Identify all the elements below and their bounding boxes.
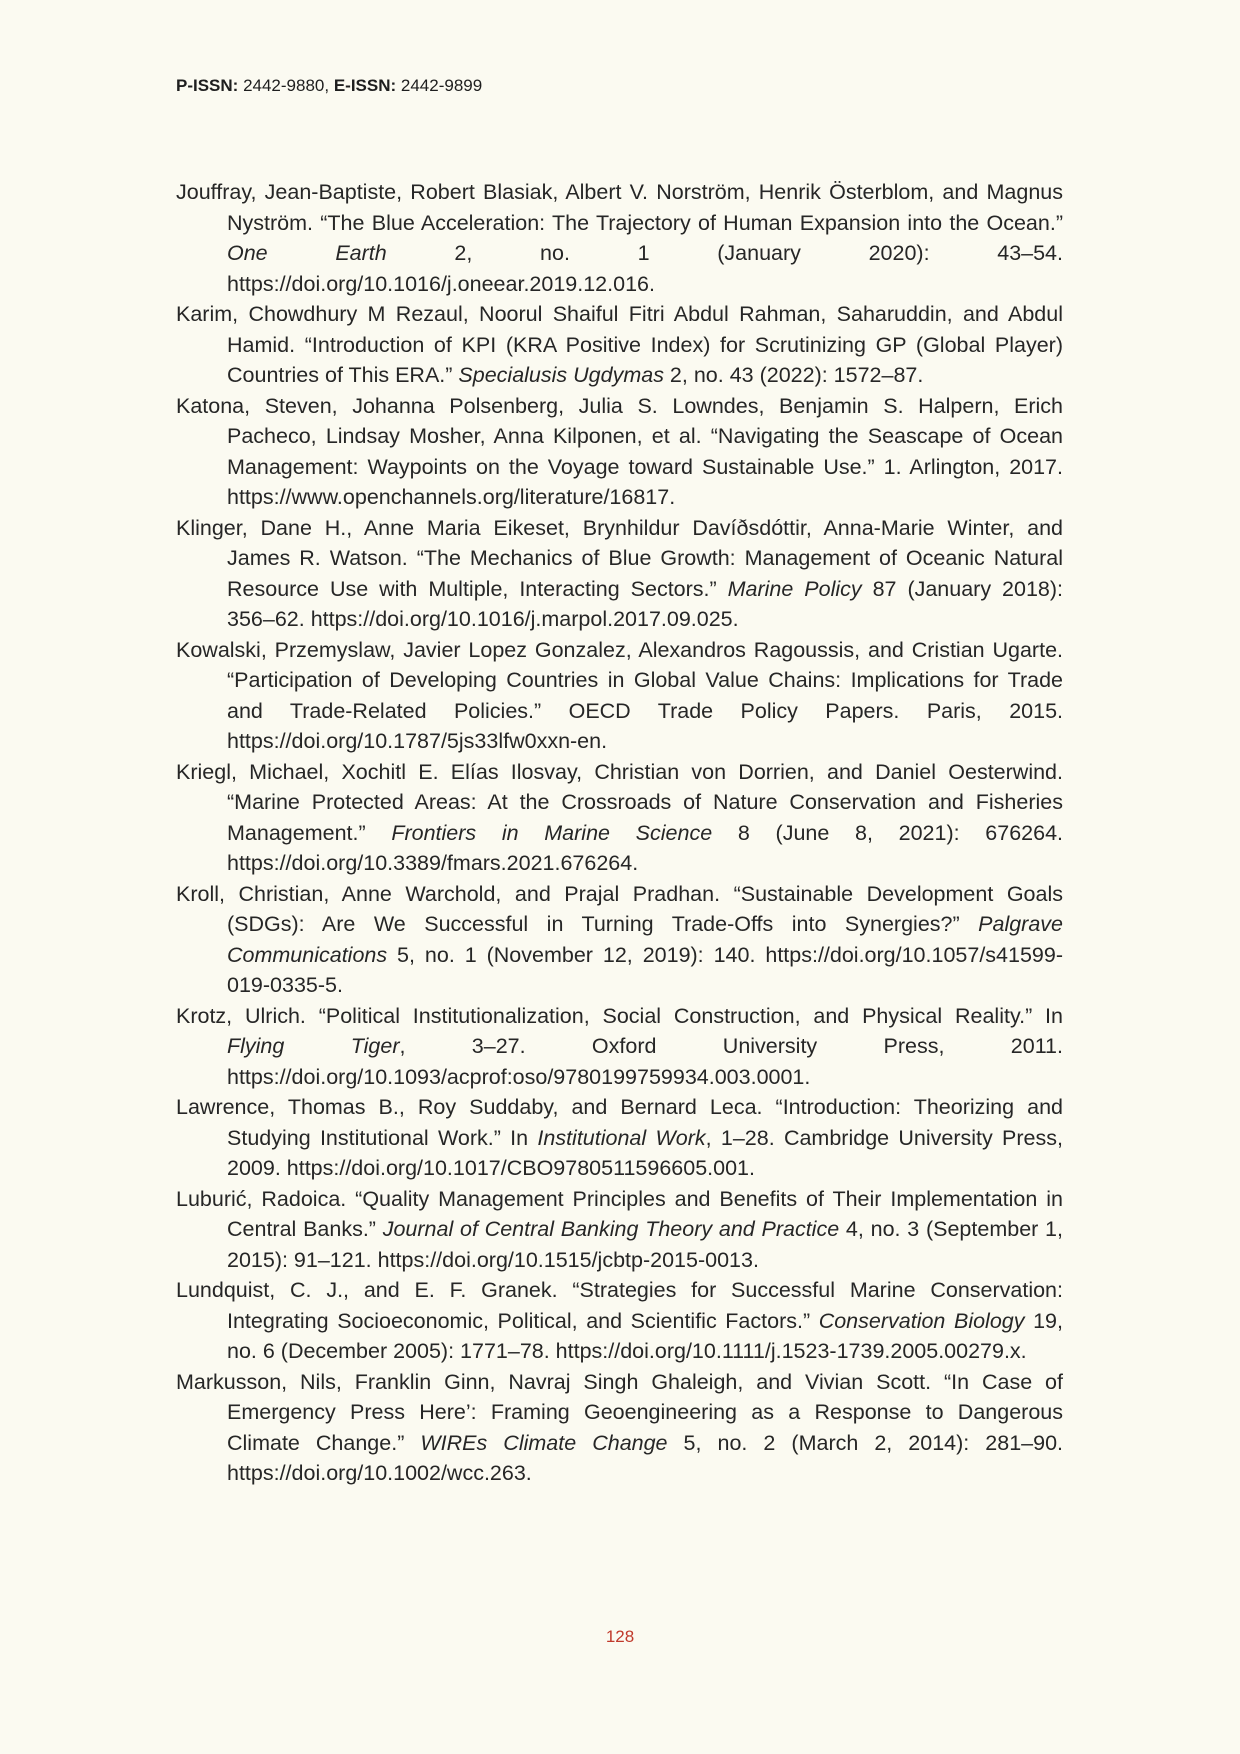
reference-title: Flying Tiger xyxy=(227,1034,400,1058)
reference-entry: Karim, Chowdhury M Rezaul, Noorul Shaiful Fitri Abdul Rahman, Saharuddin, and Abdul Hamid. “Introduction of KPI (KRA Positive Index) for Scrutinizing GP (Global Player) Countries of This ERA.” Specialusis Ugdymas 2, no. 43 (2022): 1572–87. xyxy=(176,302,1063,387)
reference-title: Journal of Central Banking Theory and Practice xyxy=(382,1217,840,1241)
reference-title: Conservation Biology xyxy=(818,1308,1025,1333)
eissn-label: E-ISSN: xyxy=(333,76,397,95)
journal-issn-header xyxy=(176,76,482,96)
pissn-label: P-ISSN: xyxy=(176,76,239,95)
reference-entry: Markusson, Nils, Franklin Ginn, Navraj Singh Ghaleigh, and Vivian Scott. “In Case of Emergency Press Here’: Framing Geoengineering as a Response to Dangerous Climate Change.” WIREs Climate Change 5, no. 2 (March 2, 2014): 281–90. https://doi.org/10.1002/wcc.263. xyxy=(176,1369,1064,1485)
reference-title: Marine Policy xyxy=(727,576,862,601)
reference-entry: Lawrence, Thomas B., Roy Suddaby, and Bernard Leca. “Introduction: Theorizing and Studying Institutional Work.” In Institutional Work, 1–28. Cambridge University Press, 2009. https://doi.org/10.1017/CBO9780511596605.001. xyxy=(176,1095,1063,1180)
eissn-value: 2442-9899 xyxy=(396,76,483,95)
reference-entry: Kroll, Christian, Anne Warchold, and Prajal Pradhan. “Sustainable Development Goals (SDGs): Are We Successful in Turning Trade-Offs into Synergies?” Palgrave Communications 5, no. 1 (November 12, 2019): 140. https://doi.org/10.1057/s41599-019-0335-5. xyxy=(176,881,1063,997)
reference-title: Frontiers in Marine Science xyxy=(391,820,713,845)
reference-title: WIREs Climate Change xyxy=(420,1430,668,1455)
reference-entry: Jouffray, Jean-Baptiste, Robert Blasiak, Albert V. Norström, Henrik Österblom, and Magnus Nyström. “The Blue Acceleration: The Trajectory of Human Expansion into the Ocean.” One Earth 2, no. 1 (January 2020): 43–54. https://doi.org/10.1016/j.oneear.2019.12.016. xyxy=(176,180,1063,296)
pissn-value: 2442-9880, xyxy=(238,76,334,95)
reference-entry: Kriegl, Michael, Xochitl E. Elías Ilosvay, Christian von Dorrien, and Daniel Oesterwind. “Marine Protected Areas: At the Crossroads of Nature Conservation and Fisheries Management.” Frontiers in Marine Science 8 (June 8, 2021): 676264. https://doi.org/10.3389/fmars.2021.676264. xyxy=(176,759,1064,875)
reference-title: Specialusis Ugdymas xyxy=(458,363,664,387)
reference-title: Palgrave Communications xyxy=(227,912,1063,967)
reference-title: One Earth xyxy=(227,241,387,265)
reference-entry: Krotz, Ulrich. “Political Institutionalization, Social Construction, and Physical Reality.” In Flying Tiger, 3–27. Oxford University Press, 2011. https://doi.org/10.1093/acprof:oso/9780199759934.003.0001. xyxy=(176,1003,1063,1089)
page-number: 128 xyxy=(605,1627,635,1646)
reference-entry: Lundquist, C. J., and E. F. Granek. “Strategies for Successful Marine Conservation: Integrating Socioeconomic, Political, and Scientific Factors.” Conservation Biology 19, no. 6 (December 2005): 1771–78. https://doi.org/10.1111/j.1523-1739.2005.00279.x. xyxy=(176,1278,1063,1363)
reference-title: Institutional Work xyxy=(537,1125,706,1150)
bibliography-list xyxy=(176,177,1063,1489)
reference-entry: Klinger, Dane H., Anne Maria Eikeset, Brynhildur Davíðsdóttir, Anna-Marie Winter, and James R. Watson. “The Mechanics of Blue Growth: Management of Oceanic Natural Resource Use with Multiple, Interacting Sectors.” Marine Policy 87 (January 2018): 356–62. https://doi.org/10.1016/j.marpol.2017.09.025. xyxy=(176,515,1063,631)
reference-entry: Katona, Steven, Johanna Polsenberg, Julia S. Lowndes, Benjamin S. Halpern, Erich Pacheco, Lindsay Mosher, Anna Kilponen, et al. “Navigating the Seascape of Ocean Management: Waypoints on the Voyage toward Sustainable Use.” 1. Arlington, 2017. https://www.openchannels.org/literature/16817. xyxy=(176,393,1063,509)
reference-entry: Kowalski, Przemyslaw, Javier Lopez Gonzalez, Alexandros Ragoussis, and Cristian Ugarte. “Participation of Developing Countries in Global Value Chains: Implications for Trade and Trade-Related Policies.” OECD Trade Policy Papers. Paris, 2015. https://doi.org/10.1787/5js33lfw0xxn-en. xyxy=(176,637,1063,753)
reference-entry: Luburić, Radoica. “Quality Management Principles and Benefits of Their Implementation in Central Banks.” Journal of Central Banking Theory and Practice 4, no. 3 (September 1, 2015): 91–121. https://doi.org/10.1515/jcbtp-2015-0013. xyxy=(176,1186,1063,1272)
